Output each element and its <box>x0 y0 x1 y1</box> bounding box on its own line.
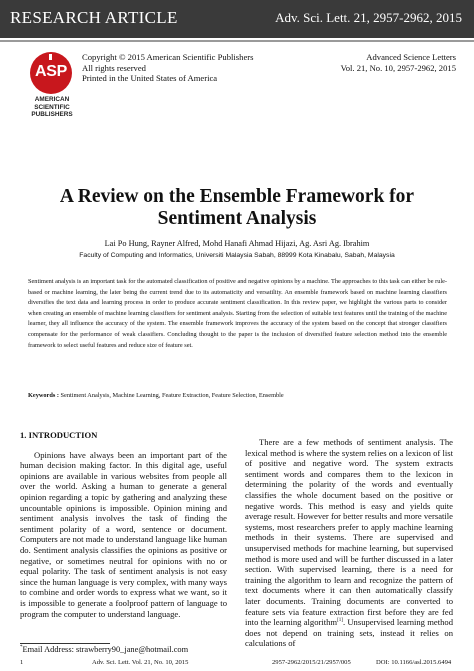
footer-code: 2957-2962/2015/21/2957/005 <box>272 659 351 666</box>
paper-authors: Lai Po Hung, Rayner Alfred, Mohd Hanafi Ahmad Hijazi, Ag. Asri Ag. Ibrahim <box>104 239 370 248</box>
body-column-right <box>245 437 453 649</box>
body-column-left <box>20 430 227 619</box>
footer-journal-ref: Adv. Sci. Lett. Vol. 21, No. 10, 2015 <box>92 659 189 666</box>
footer-page-number: 1 <box>20 659 24 666</box>
journal-name: Advanced Science Letters <box>366 52 456 62</box>
printed-line: Printed in the United States of America <box>82 73 218 84</box>
asp-logo-icon <box>30 52 72 94</box>
paper-affiliation: Faculty of Computing and Informatics, Universiti Malaysia Sabah, 88999 Kota Kinabalu, Sabah, Malaysia <box>79 252 395 259</box>
abstract-text: Sentiment analysis is an important task for the automated classification of positive and negative opinions by a machine. The approaches to this task can either be rule-based or machine learning, the later being the current trend due to its automaticity and versatility. An ensemble framework based on machine learning classifiers diversifies the text data and learning process in order to produce accurate sentiment classification. In this review paper, we highlight the various parts to consider when creating an ensemble of machine learning classifiers for sentiment analysis. Starting from the selection of suitable text features until the training of the machine learner, they all influence the accuracy of the system. The ensemble framework improves the accuracy of the system based on the concept that stronger classifiers compensate for the performance of weak classifiers. Concluding thought to the paper is the inclusion of diversified feature selection method into the ensemble framework to select useful features and reduce size of feature set. <box>28 278 447 349</box>
copyright-notice <box>82 52 253 84</box>
citation-ref: [1] <box>337 618 343 624</box>
keywords <box>28 392 447 399</box>
publisher-logo <box>30 52 74 118</box>
journal-volume: Vol. 21, No. 10, 2957-2962, 2015 <box>340 62 456 73</box>
article-type: RESEARCH ARTICLE <box>10 8 178 27</box>
footnote-marker: * <box>20 645 23 650</box>
rights-line: All rights reserved <box>82 62 146 73</box>
footer-doi: DOI: 10.1166/asl.2015.6494 <box>376 659 452 666</box>
journal-info <box>341 52 456 73</box>
logo-mark: ASP <box>35 63 67 80</box>
paper-title: A Review on the Ensemble Framework for Sentiment Analysis <box>59 186 415 229</box>
article-header-bar <box>0 0 474 38</box>
header-divider <box>0 40 474 42</box>
footnote-divider <box>20 643 110 644</box>
logo-publisher-name: AMERICAN SCIENTIFIC PUBLISHERS <box>31 96 73 118</box>
methods-paragraph: There are a few methods of sentiment analysis. The lexical method is where the system relies on a lexicon of list of positive and negative word. The system extracts sentiment words and compares them to the lexicon in determining the polarity of the words and eventually classifies the whole document based on the positive or negative words. This method is easy and yields quite average result. However for better results and more versatile systems, most researchers prefer to apply machine learning methods in their systems. There are supervised and unsupervised methods for machine learning, but supervised method is more used and will be further discussed in a later section. With supervised learning, there is a need for training the algorithm to learn and recognize the pattern of text documents where it can then automatically classify later documents. Training documents are converted to feature sets via feature extraction first before they are fed into the learning algorithm[1]. Unsupervised learning method does not depend on training sets, instead it relies on calculations of <box>245 437 453 649</box>
header-citation: Adv. Sci. Lett. 21, 2957-2962, 2015 <box>275 10 462 25</box>
keywords-list: Sentiment Analysis, Machine Learning, Feature Extraction, Feature Selection, Ensemble <box>60 392 284 399</box>
copyright-line: Copyright © 2015 American Scientific Publishers <box>82 52 254 62</box>
intro-paragraph: Opinions have always been an important part of the human decision making factor. In this digital age, useful opinions are available in various websites from people all over the world. Asking a human to generate a general opinion regarding a topic by gathering and analyzing these uncountable opinions is impossible. Opinion mining and sentiment analysis involves the task of finding the sentiment polarity of a word, sentence or document. Computers are not made to understand language like human do. Sentiment analysis classifies the opinions as positive or negative, or sometimes neutral for opinions with no or equal polarity. The task of sentiment analysis is not easy since the human language is very complex, with many ways to combine and order words to express what we want, so it is impossible to generate a foolproof pattern of language to program the computer to understand language. <box>20 449 227 619</box>
section-heading: 1. INTRODUCTION <box>20 430 98 440</box>
keywords-label: Keywords : <box>28 392 59 399</box>
footnote-email: *Email Address: strawberry90_jane@hotmail.com <box>20 645 189 654</box>
